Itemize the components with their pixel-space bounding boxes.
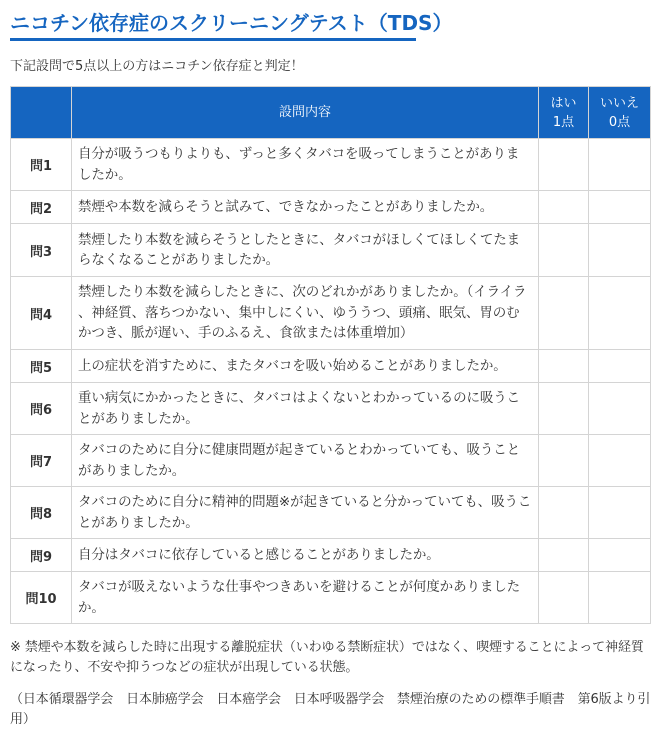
question-text: 禁煙したり本数を減らそうとしたときに、タバコがほしくてほしくてたまらなくなることがありましたか。 (72, 224, 539, 277)
question-text: 自分はタバコに依存していると感じることがありましたか。 (72, 539, 539, 572)
question-text: 自分が吸うつもりよりも、ずっと多くタバコを吸ってしまうことがありましたか。 (72, 139, 539, 191)
table-row (11, 435, 651, 487)
question-text: 禁煙や本数を減らそうと試みて、できなかったことがありましたか。 (72, 191, 539, 224)
question-number: 問6 (11, 383, 72, 435)
no-cell[interactable] (589, 383, 651, 435)
yes-cell[interactable] (539, 277, 589, 350)
yes-cell[interactable] (539, 383, 589, 435)
question-number: 問1 (11, 139, 72, 191)
footnote: ※ 禁煙や本数を減らした時に出現する離脱症状（いわゆる禁断症状）ではなく、喫煙することによって神経質になったり、不安や抑うつなどの症状が出現している状態。 (10, 640, 644, 675)
table-row (11, 572, 651, 624)
question-number: 問2 (11, 191, 72, 224)
no-cell[interactable] (589, 277, 651, 350)
table-row (11, 487, 651, 539)
no-cell[interactable] (589, 435, 651, 487)
table-row (11, 539, 651, 572)
question-text: タバコのために自分に精神的問題※が起きていると分かっていても、吸うことがありましたか。 (72, 487, 539, 539)
question-text: タバコのために自分に健康問題が起きているとわかっていても、吸うことがありましたか。 (72, 435, 539, 487)
header-yes-points: 1点 (552, 114, 575, 130)
header-yes-label: はい (550, 95, 577, 111)
question-text: 上の症状を消すために、またタバコを吸い始めることがありましたか。 (72, 350, 539, 383)
table-row (11, 277, 651, 350)
question-number: 問5 (11, 350, 72, 383)
table-row (11, 191, 651, 224)
question-number: 問8 (11, 487, 72, 539)
question-number: 問4 (11, 277, 72, 350)
no-cell[interactable] (589, 191, 651, 224)
header-no-label: いいえ (599, 95, 639, 111)
header-yes (539, 87, 589, 139)
no-cell[interactable] (589, 487, 651, 539)
header-no-points: 0点 (608, 114, 631, 130)
tds-table (10, 86, 651, 624)
no-cell[interactable] (589, 539, 651, 572)
no-cell[interactable] (589, 350, 651, 383)
no-cell[interactable] (589, 224, 651, 277)
yes-cell[interactable] (539, 191, 589, 224)
table-row (11, 383, 651, 435)
table-row (11, 224, 651, 277)
yes-cell[interactable] (539, 139, 589, 191)
header-blank (11, 87, 72, 139)
no-cell[interactable] (589, 572, 651, 624)
yes-cell[interactable] (539, 224, 589, 277)
header-no (589, 87, 651, 139)
page-title: ニコチン依存症のスクリーニングテスト（TDS） (10, 0, 416, 41)
question-number: 問7 (11, 435, 72, 487)
question-number: 問10 (11, 572, 72, 624)
question-text: 禁煙したり本数を減らしたときに、次のどれかがありましたか。（イライラ 、神経質、落ちつかない、集中しにくい、ゆううつ、頭痛、眠気、胃のむかつき、脈が遅い、手のふるえ、食欲または体重増加） (72, 277, 539, 350)
intro-text: 下記設問で5点以上の方はニコチン依存症と判定！ (10, 59, 304, 74)
yes-cell[interactable] (539, 487, 589, 539)
header-question: 設問内容 (72, 87, 539, 139)
table-header-row (11, 87, 651, 139)
table-row (11, 139, 651, 191)
source-citation: （日本循環器学会 日本肺癌学会 日本癌学会 日本呼吸器学会 禁煙治療のための標準手順書 第6版より引用） (10, 692, 651, 727)
no-cell[interactable] (589, 139, 651, 191)
question-number: 問9 (11, 539, 72, 572)
yes-cell[interactable] (539, 572, 589, 624)
question-number: 問3 (11, 224, 72, 277)
yes-cell[interactable] (539, 435, 589, 487)
question-text: 重い病気にかかったときに、タバコはよくないとわかっているのに吸うことがありましたか。 (72, 383, 539, 435)
table-row (11, 350, 651, 383)
yes-cell[interactable] (539, 539, 589, 572)
yes-cell[interactable] (539, 350, 589, 383)
question-text: タバコが吸えないような仕事やつきあいを避けることが何度かありましたか。 (72, 572, 539, 624)
